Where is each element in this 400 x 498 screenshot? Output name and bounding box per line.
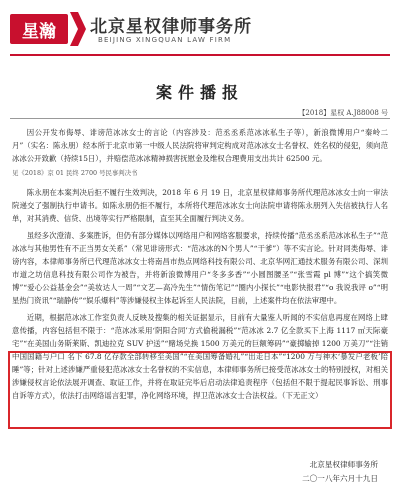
reference-number: 【2018】星权 A.J88008 号	[298, 109, 388, 117]
paragraph-4: 近期，根据范冰冰工作室负责人反映及搜集的相关证据显示，目前有大量鉴人听闻的不实信息再度在网络上肆意传播，内容包括但不限于：“范冰冰采用‘阴阳合同’方式偷税漏税”“范冰冰 2.7 亿全款买下上海 1117 ㎡天际豪宅”“在美国山务斯莱斯、凯迪拉克 SUV 护送”“赌场兑换 1500 万美元的巨额筹码”“豪掷输掉 1200 万美刀”“注销中国国籍与户口 名下 67.8 亿存款全部转移至美国”“在美国筹备婚礼”“出走日本”“1200 万与神木‘暴发户老板’陪睡”等；针对上述涉嫌严重侵犯范冰冰女士名誉权的不实信息，本律师事务所已接受范冰冰女士的特别授权，对相关涉嫌侵权言论依法展开调查、取证工作，并将在取证完毕后启动法律追责程序（包括但不限于提起民事诉讼、刑事自诉等方式），依法打击网络谣言犯罪，净化网络环境，捍卫范冰冰女士合法权益。（下无正文）	[12, 313, 388, 400]
paragraph-2: 陈永朋在本案判决后拒不履行生效判决，2018 年 6 月 19 日，北京星权律师事务所代理范冰冰女士向一审法院递交了强制执行申请书。如陈永朋仍拒不履行，本所将代理范冰冰女士向法院申请将陈永朋列入失信被执行人名单，对其消费、信贷、出境等实行严格限制，直至其全面履行判决义务。	[12, 188, 388, 223]
title-divider	[10, 118, 390, 119]
signature-block	[302, 458, 378, 486]
judgment-note: 见《2018》京 01 民终 2700 号民事判决书	[12, 169, 138, 177]
letterhead	[0, 0, 400, 62]
document-title: 案件播报	[155, 83, 244, 102]
signature-firm: 北京星权律师事务所	[309, 460, 378, 469]
signature-date: 二〇一八年六月十九日	[302, 474, 378, 483]
highlight-box	[8, 351, 392, 429]
paragraph-1: 因公开发布侮辱、诽谤范冰冰女士的言论（内容涉及：范丞丞系范冰冰私生子等），新浪微博用户“秦岭二月”（实名：陈永朋）经本所于北京市第一中级人民法院将审判定构成对范冰冰女士名誉权、姓名权的侵犯，须向范冰冰公开致歉（持续15日），并赔偿范冰冰精神损害抚慰金及维权合理费用支出共计 62500 元。	[12, 128, 388, 163]
chevron-logo-icon	[70, 12, 86, 46]
firm-name-cn: 北京星权律师事务所	[90, 17, 252, 37]
firm-name-en: BEIJING XINGQUAN LAW FIRM	[98, 36, 232, 44]
paragraph-3: 虽经多次澄清、多案胜诉，但仍有部分媒体以网络用户和网络客服要求，持续传播“范丞丞系范冰冰私生子”“范冰冰与其他男性有不正当男女关系”（常见诽谤形式：“范冰冰的N个男人”“干爹”）等不实言论。针对同类侮辱、诽谤内容，本律师事务所已代理范冰冰女士将南昌市热点网络科技有限公司、北京华网汇通技术服务有限公司、深圳市道之坊信息科技有限公司作为被告，并将新浪微博用户“冬多多香”“小圆图腰圣”“张雪霞 pl 博”“这个搞笑微博”“爱心公益基金会”“美妆达人一周”“文艺—高冷先生”“情伤笔记”“圈内小探长”“电影快报君”“o 我说我评 o”“明星热门资讯”“瑞静传”“娱乐爆料”等涉嫌侵权主体起诉至人民法院，目前，上述案件均在依法审理中。	[12, 231, 388, 305]
firm-logo: 星瀚	[10, 14, 68, 44]
header-divider	[10, 54, 390, 56]
